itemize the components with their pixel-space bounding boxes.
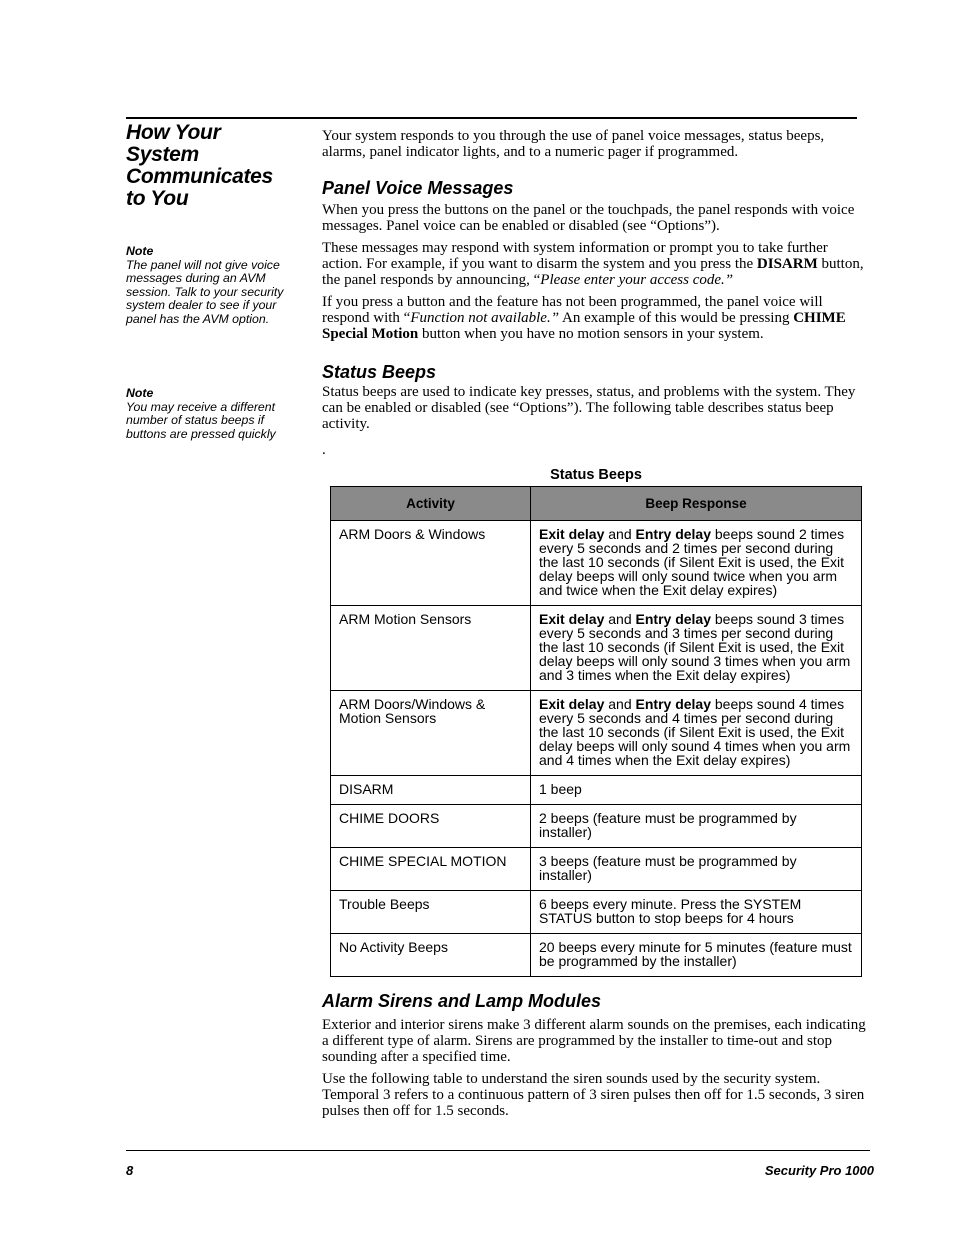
note-label: Note	[126, 386, 154, 400]
title-line: System	[126, 143, 199, 166]
table-row	[331, 805, 862, 848]
table-row	[331, 848, 862, 891]
page-number: 8	[126, 1163, 134, 1178]
table-row	[331, 934, 862, 977]
table-row	[331, 891, 862, 934]
activity-cell: ARM Doors/Windows & Motion Sensors	[331, 691, 531, 776]
status-beeps-heading: Status Beeps	[322, 362, 437, 382]
avm-note	[126, 245, 306, 326]
disarm-term: DISARM	[756, 256, 818, 272]
column-header: Activity	[331, 487, 531, 521]
text-run: Exit delay	[539, 611, 605, 627]
beeps-note	[126, 387, 306, 441]
quoted-prompt: Please enter your access code.”	[540, 272, 734, 288]
title-line: to You	[126, 187, 189, 210]
note-label: Note	[126, 244, 154, 258]
table-header-row	[331, 487, 862, 521]
text-run: An example of this would be pressing	[559, 310, 794, 326]
text-run: Entry delay	[635, 696, 711, 712]
panel-voice-heading: Panel Voice Messages	[322, 178, 514, 198]
text-run: and	[604, 611, 636, 627]
response-cell	[531, 606, 862, 691]
text-run: Entry delay	[635, 526, 711, 542]
alarm-sirens-heading: Alarm Sirens and Lamp Modules	[322, 991, 602, 1011]
activity-cell: DISARM	[331, 776, 531, 805]
main-content	[322, 128, 870, 1125]
table-row	[331, 776, 862, 805]
text-run: button when you have no motion sensors in your system.	[418, 326, 764, 342]
text-run: beeps sound 2 times every 5 seconds and 2 times per second during the last 10 seconds (if Silent Exit is used, the Exit delay beeps will only sound twice when you arm and twice when the Exit delay expires)	[539, 526, 845, 598]
note-text: The panel will not give voice messages during an AVM session. Talk to your security system dealer to see if your panel has the AVM option.	[126, 257, 284, 326]
section-title	[126, 122, 306, 210]
activity-cell: ARM Doors & Windows	[331, 521, 531, 606]
title-line: Communicates	[126, 165, 273, 188]
activity-cell: CHIME SPECIAL MOTION	[331, 848, 531, 891]
status-beeps-paragraph: Status beeps are used to indicate key presses, status, and problems with the system. They can be enabled or disabled (see “Options”). The following table describes status beep activity.	[322, 384, 856, 432]
response-cell: 1 beep	[531, 776, 862, 805]
text-run: These messages may respond with system information or prompt you to take further action. For example, if you want to disarm the system and you press the	[322, 240, 828, 272]
activity-cell: No Activity Beeps	[331, 934, 531, 977]
text-run: and	[604, 696, 636, 712]
response-cell	[531, 521, 862, 606]
activity-cell: CHIME DOORS	[331, 805, 531, 848]
text-run: Exit delay	[539, 526, 605, 542]
chime-term: CHIME Special Motion	[322, 310, 846, 342]
quoted-prompt: Function not available.”	[410, 310, 560, 326]
panel-voice-paragraph: When you press the buttons on the panel or the touchpads, the panel responds with voice messages. Panel voice can be enabled or disabled (see “Options”).	[322, 202, 855, 234]
response-cell: 6 beeps every minute. Press the SYSTEM STATUS button to stop beeps for 4 hours	[531, 891, 862, 934]
text-run: If you press a button and the feature has not been programmed, the panel voice will respond with “	[322, 294, 823, 326]
intro-paragraph: Your system responds to you through the use of panel voice messages, status beeps, alarms, panel indicator lights, and to a numeric pager if programmed.	[322, 128, 825, 160]
activity-cell: Trouble Beeps	[331, 891, 531, 934]
response-cell	[531, 691, 862, 776]
table-row	[331, 691, 862, 776]
product-name: Security Pro 1000	[764, 1163, 874, 1178]
text-run: beeps sound 3 times every 5 seconds and 3 times per second during the last 10 seconds (if Silent Exit is used, the Exit delay beeps will only sound 3 times when you arm and 3 times when the Exit delay expires)	[539, 611, 851, 683]
text-run: Entry delay	[635, 611, 711, 627]
table-caption: Status Beeps	[550, 467, 642, 483]
column-header: Beep Response	[531, 487, 862, 521]
alarm-sirens-paragraph: Exterior and interior sirens make 3 different alarm sounds on the premises, each indicating a different type of alarm. Sirens are programmed by the installer to time-out and stop sounding after a specified time.	[322, 1017, 866, 1065]
text-run: button, the panel responds by announcing, “	[322, 256, 864, 288]
response-cell: 20 beeps every minute for 5 minutes (feature must be programmed by the installer)	[531, 934, 862, 977]
alarm-sirens-paragraph: Use the following table to understand the siren sounds used by the security system. Temporal 3 refers to a continuous pattern of 3 siren pulses then off for 1.5 seconds, 3 siren pulses then off for 1.5 seconds.	[322, 1071, 865, 1119]
title-line: How Your	[126, 121, 221, 144]
table-row	[331, 521, 862, 606]
table-row	[331, 606, 862, 691]
response-cell: 2 beeps (feature must be programmed by installer)	[531, 805, 862, 848]
response-cell: 3 beeps (feature must be programmed by installer)	[531, 848, 862, 891]
activity-cell: ARM Motion Sensors	[331, 606, 531, 691]
panel-voice-paragraph	[322, 240, 870, 288]
text-run: beeps sound 4 times every 5 seconds and 4 times per second during the last 10 seconds (if Silent Exit is used, the Exit delay beeps will only sound 4 times when you arm and 4 times when the Exit delay expires)	[539, 696, 851, 768]
bottom-rule	[126, 1150, 870, 1151]
sidebar	[126, 122, 306, 210]
top-rule	[126, 117, 857, 119]
panel-voice-paragraph	[322, 294, 870, 342]
text-run: Exit delay	[539, 696, 605, 712]
note-text: You may receive a different number of status beeps if buttons are pressed quickly	[126, 399, 276, 441]
stray-period: .	[322, 442, 326, 458]
text-run: and	[604, 526, 636, 542]
status-beeps-table	[330, 486, 862, 977]
